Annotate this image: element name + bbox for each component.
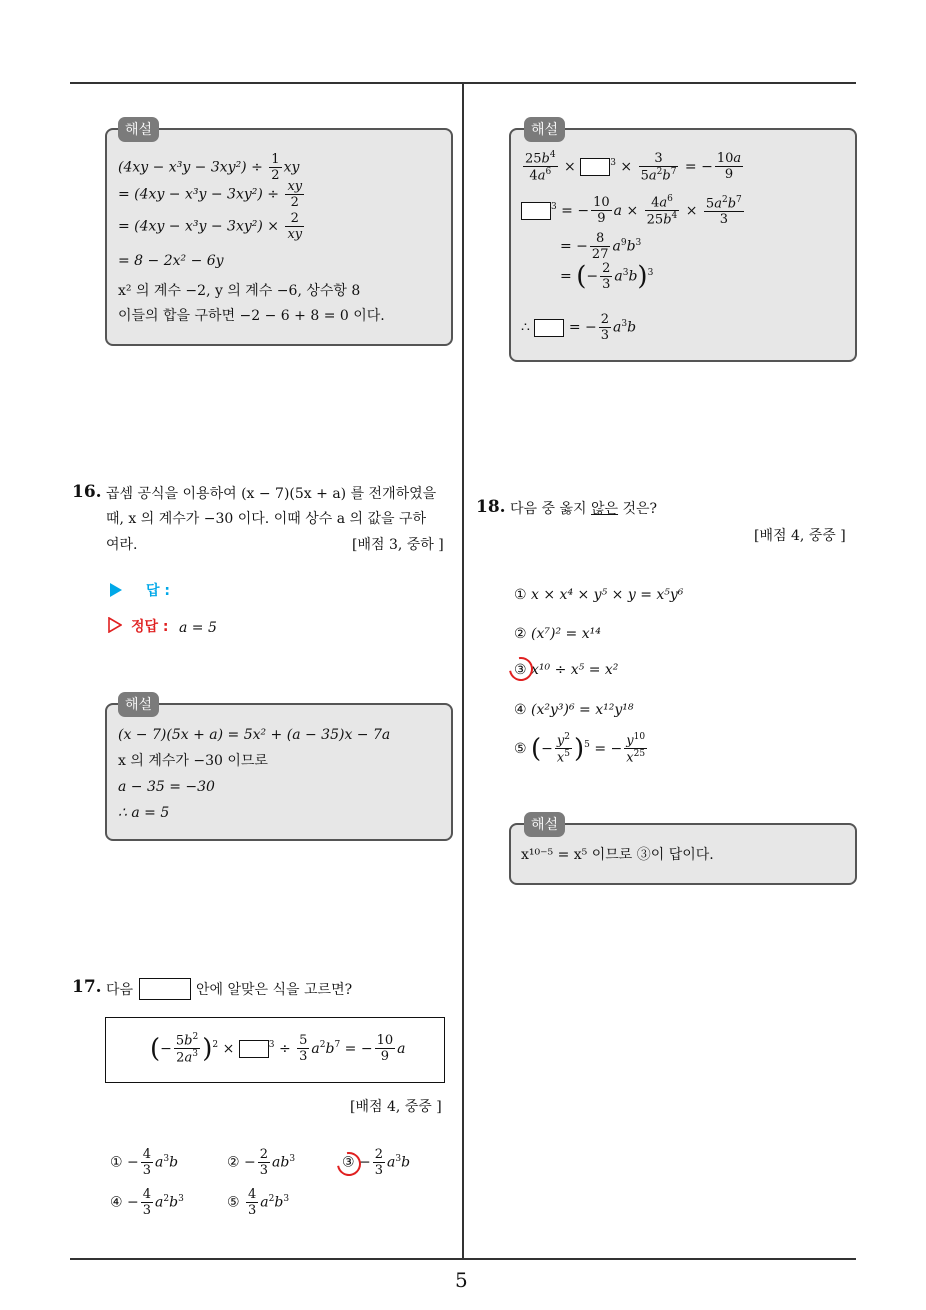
column-divider bbox=[462, 82, 464, 1260]
sol-line: x 의 계수가 −30 이므로 bbox=[118, 753, 268, 769]
option-4[interactable]: ④ (x²y³)⁶ = x¹²y¹⁸ bbox=[514, 702, 634, 718]
score-label: [배점 4, 중중 ] bbox=[350, 1099, 442, 1115]
question-text: 안에 알맞은 식을 고르면? bbox=[196, 982, 353, 998]
sol-line: = (4xy − x³y − 3xy²) × $\frac{2}{xy}$ bbox=[118, 211, 303, 242]
question-number: 18. bbox=[476, 497, 506, 517]
question-number: 17. bbox=[72, 977, 102, 997]
sol-line: $^3$ = − $\frac{10}{9}$ a × $\frac{4a^6}{25b^4}$ × $\frac{5a^2b^7}{3}$ bbox=[521, 195, 746, 227]
option-5[interactable]: ⑤ (− $\frac{y^2}{x^5}$ )$^5$ = − $\frac{y^{10}}{x^{25}}$ bbox=[514, 732, 646, 766]
solution-tag: 해설 bbox=[118, 117, 159, 142]
option-5[interactable]: ⑤ $\frac{4}{3}$ $a^2b^3$ bbox=[227, 1187, 290, 1218]
solution-tag: 해설 bbox=[524, 117, 565, 142]
sol-line: $\frac{25b^4}{4a^6}$ × $^3$ × $\frac{3}{5a^2b^7}$ = − $\frac{10a}{9}$ bbox=[525, 150, 742, 184]
question-number: 16. bbox=[72, 482, 102, 502]
sol-line: x² 의 계수 −2, y 의 계수 −6, 상수항 8 bbox=[118, 283, 361, 299]
question-text: 여라. bbox=[106, 537, 138, 553]
option-3[interactable]: ③ − $\frac{2}{3}$ $a^3b$ bbox=[342, 1147, 411, 1178]
equation: (− $\frac{5b^2}{2a^3}$ )$^2$ × $^3$ ÷ $\frac{5}{3}$ $a^2b^7$ = − $\frac{10}{9}$ a bbox=[150, 1032, 406, 1066]
score-label: [배점 3, 중하 ] bbox=[352, 537, 444, 553]
page-number: 5 bbox=[455, 1268, 468, 1292]
sol-line: = 8 − 2x² − 6y bbox=[118, 253, 224, 269]
question-text: 때, x 의 계수가 −30 이다. 이때 상수 a 의 값을 구하 bbox=[106, 511, 427, 527]
sol-line: ∴ = − $\frac{2}{3}$ $a^3b$ bbox=[521, 312, 637, 343]
option-2[interactable]: ② − $\frac{2}{3}$ $ab^3$ bbox=[227, 1147, 296, 1178]
sol-line: = (4xy − x³y − 3xy²) ÷ $\frac{xy}{2}$ bbox=[118, 179, 303, 210]
question-text: 곱셈 공식을 이용하여 (x − 7)(5x + a) 를 전개하였을 bbox=[106, 486, 437, 502]
option-3[interactable]: ③ x¹⁰ ÷ x⁵ = x² bbox=[514, 662, 619, 678]
question-text: 다음 bbox=[106, 982, 134, 998]
question-text: 다음 중 옳지 않은 것은? bbox=[510, 501, 658, 517]
correct-label: 정답 : bbox=[131, 619, 169, 635]
option-1[interactable]: ① − $\frac{4}{3}$ $a^3b$ bbox=[110, 1147, 179, 1178]
correct-play-icon bbox=[108, 617, 118, 629]
sol-line: = − $\frac{8}{27}$ $a^9b^3$ bbox=[560, 231, 642, 262]
correct-answer: a = 5 bbox=[179, 620, 217, 636]
blank-box bbox=[139, 978, 191, 1000]
option-2[interactable]: ② (x⁷)² = x¹⁴ bbox=[514, 626, 601, 642]
sol-line: 이들의 합을 구하면 −2 − 6 + 8 = 0 이다. bbox=[118, 308, 385, 324]
sol-line: a − 35 = −30 bbox=[118, 779, 215, 795]
bottom-rule bbox=[70, 1258, 856, 1260]
option-4[interactable]: ④ − $\frac{4}{3}$ $a^2b^3$ bbox=[110, 1187, 184, 1218]
sol-line: ∴ a = 5 bbox=[118, 805, 170, 821]
answer-label: 답 : bbox=[146, 583, 170, 599]
sol-line: x¹⁰⁻⁵ = x⁵ 이므로 ③이 답이다. bbox=[521, 847, 714, 863]
answer-play-icon bbox=[110, 583, 122, 597]
solution-tag: 해설 bbox=[524, 812, 565, 837]
sol-line: = (− $\frac{2}{3}$ $a^3b)^3$ bbox=[560, 261, 654, 292]
option-1[interactable]: ① x × x⁴ × y⁵ × y = x⁵y⁶ bbox=[514, 587, 684, 603]
score-label: [배점 4, 중중 ] bbox=[754, 528, 846, 544]
sol-line: (4xy − x³y − 3xy²) ÷ $\frac{1}{2}$ xy bbox=[118, 152, 300, 183]
answer-circle-mark bbox=[504, 652, 537, 685]
solution-tag: 해설 bbox=[118, 692, 159, 717]
sol-line: (x − 7)(5x + a) = 5x² + (a − 35)x − 7a bbox=[118, 727, 391, 743]
